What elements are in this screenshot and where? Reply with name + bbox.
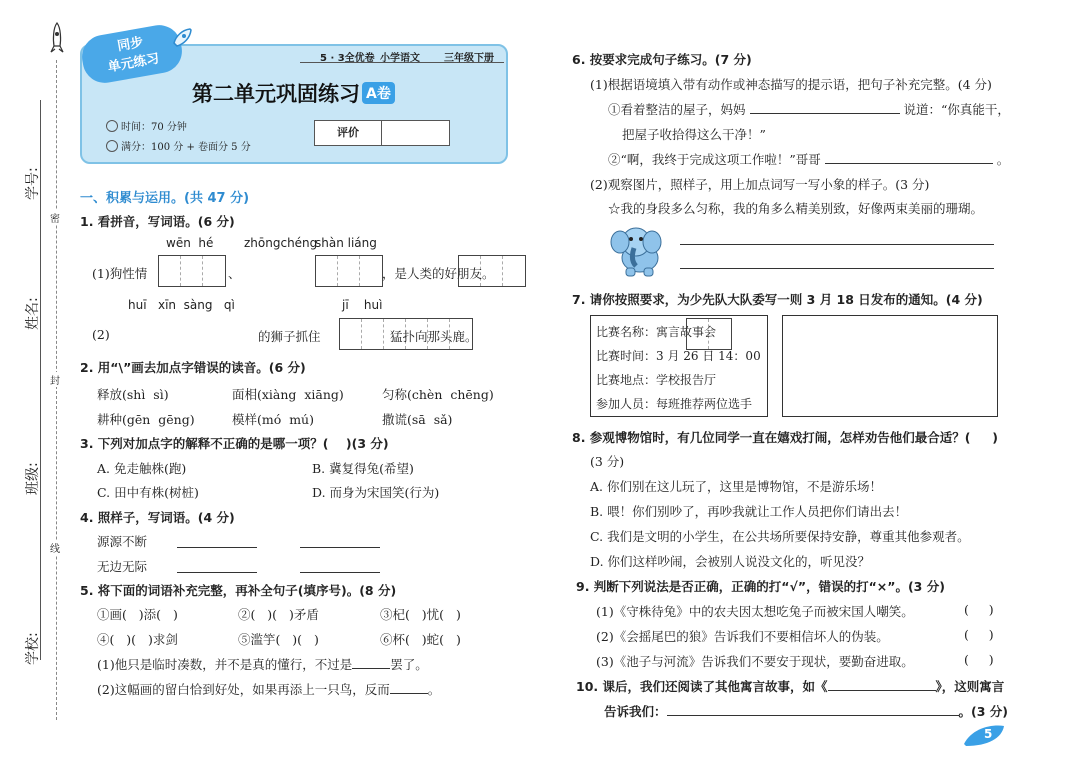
answer-line[interactable] xyxy=(680,244,994,245)
q5-s1-post: 罢了。 xyxy=(390,657,428,672)
q3-option: D. 而身为宋国笑(行为) xyxy=(312,485,440,500)
answer-line[interactable] xyxy=(390,681,428,694)
badge-rocket-icon xyxy=(168,26,194,52)
binding-rocket-icon xyxy=(49,22,65,56)
q10-line1 xyxy=(576,677,1004,695)
q1-line1-prefix: (1)狗性情 xyxy=(92,266,148,281)
q9-item: (1)《守株待兔》中的农夫因太想吃兔子而被宋国人嘲笑。 xyxy=(596,604,914,619)
q3-option: A. 免走触株(跑) xyxy=(97,461,187,476)
time-text: 时间：70 分钟 xyxy=(121,122,187,133)
eval-box xyxy=(314,120,450,146)
q9-item: (2)《会摇尾巴的狼》告诉我们不要相信坏人的伪装。 xyxy=(596,629,889,644)
q6-1b-pre: ②“啊，我终于完成这项工作啦！”哥哥 xyxy=(608,152,821,167)
q5-idiom: ②( )( )矛盾 xyxy=(238,607,319,622)
q9-answer-paren[interactable]: ( ) xyxy=(964,652,994,667)
q4-example: 无边无际 xyxy=(97,559,148,574)
q1-pinyin: zhōngchéng xyxy=(244,236,318,250)
q9-item: (3)《池子与河流》告诉我们不要安于现状，要勤奋进取。 xyxy=(596,654,914,669)
q5-sentence1 xyxy=(97,655,428,673)
q10-line1-pre: 10. 课后，我们还阅读了其他寓言故事，如《 xyxy=(576,679,828,694)
q3-option: B. 冀复得兔(希望) xyxy=(312,461,414,476)
q3-option: C. 田中有株(树桩) xyxy=(97,485,199,500)
student-id-label: 学号: xyxy=(25,167,41,200)
page-number: 5 xyxy=(984,727,993,741)
q4-title: 4. 照样子，写词语。(4 分) xyxy=(80,510,235,525)
q1-sep: 、 xyxy=(228,266,241,281)
q5-s2-post: 。 xyxy=(427,682,441,697)
q2-title: 2. 用“\”画去加点字错误的读音。(6 分) xyxy=(80,360,306,375)
q8-option: A. 你们别在这儿玩了，这里是博物馆，不是游乐场！ xyxy=(590,479,882,494)
q5-idiom: ③杞( )忧( ) xyxy=(380,607,461,622)
tianzi-box[interactable] xyxy=(315,255,383,287)
notice-info-line: 比赛地点：学校报告厅 xyxy=(596,373,717,387)
check-icon xyxy=(106,140,118,152)
q1-line2-suffix: 猛扑向那头鹿。 xyxy=(390,329,478,344)
q5-title: 5. 将下面的词语补充完整，再补全句子(填序号)。(8 分) xyxy=(80,583,397,598)
q6-example: ☆我的身段多么匀称，我的角多么精美别致，好像两束美丽的珊瑚。 xyxy=(608,201,984,216)
q6-1a xyxy=(608,100,1010,118)
score-text: 满分：100 分 + 卷面分 5 分 xyxy=(121,142,251,153)
answer-line[interactable] xyxy=(828,678,936,691)
q1-line1-suffix: ，是人类的好朋友。 xyxy=(382,266,495,281)
q10-line2-pre: 告诉我们： xyxy=(604,704,667,719)
answer-line[interactable] xyxy=(177,547,257,548)
q1-line2-prefix: (2) xyxy=(92,327,110,342)
q9-title: 9. 判断下列说法是否正确，正确的打“√”，错误的打“×”。(3 分) xyxy=(576,579,945,594)
binding-dotted-line xyxy=(56,60,57,720)
q1-pinyin: wēn hé xyxy=(166,236,214,250)
q6-title: 6. 按要求完成句子练习。(7 分) xyxy=(572,52,752,67)
answer-line[interactable] xyxy=(825,151,993,164)
answer-line[interactable] xyxy=(352,656,390,669)
q5-s1-pre: (1)他只是临时凑数，并不是真的懂行，不过是 xyxy=(97,657,353,672)
eval-label: 评价 xyxy=(315,121,382,145)
q6-1b xyxy=(608,150,1009,168)
q1-title: 1. 看拼音，写词语。(6 分) xyxy=(80,214,235,229)
q2-item: 面相(xiàng xiāng) xyxy=(232,387,344,402)
binding-cut-mark: 密 xyxy=(50,210,60,225)
answer-line[interactable] xyxy=(750,101,900,114)
badge-line1: 同步 xyxy=(116,35,145,55)
answer-line[interactable] xyxy=(667,703,959,716)
q1-pinyin: huī xīn sàng qì xyxy=(128,298,235,312)
notice-answer-box[interactable] xyxy=(782,315,998,417)
q6-1b-post: 。 xyxy=(996,152,1010,167)
name-label: 姓名: xyxy=(25,297,41,330)
q8-option: B. 喂！你们别吵了，再吵我就让工作人员把你们请出去！ xyxy=(590,504,908,519)
page-title: 第二单元巩固练习 xyxy=(192,82,360,106)
q3-title: 3. 下列对加点字的解释不正确的是哪一项？( )(3 分) xyxy=(80,436,389,451)
notice-info-line: 比赛时间：3 月 26 日 14：00 xyxy=(596,349,761,363)
q10-line2-post: 。(3 分) xyxy=(958,704,1008,719)
q5-idiom: ①画( )添( ) xyxy=(97,607,178,622)
binding-cut-mark: 封 xyxy=(50,372,60,387)
notice-info-line: 比赛名称：寓言故事会 xyxy=(596,325,717,339)
q6-1a-mid: 说道：“你真能干， xyxy=(903,102,1010,117)
q10-line2 xyxy=(604,702,1008,720)
q5-s2-pre: (2)这幅画的留白恰到好处，如果再添上一只鸟，反而 xyxy=(97,682,390,697)
answer-line[interactable] xyxy=(300,547,380,548)
q8-title: 8. 参观博物馆时，有几位同学一直在嬉戏打闹，怎样劝告他们最合适？( ) xyxy=(572,430,998,445)
q8-score: (3 分) xyxy=(590,454,625,469)
q9-answer-paren[interactable]: ( ) xyxy=(964,627,994,642)
q2-item: 耕种(gēn gēng) xyxy=(97,412,195,427)
section-title: 一、积累与运用。(共 47 分) xyxy=(80,191,250,206)
page-number-badge xyxy=(962,722,1006,748)
q4-example: 源源不断 xyxy=(97,534,148,549)
answer-line[interactable] xyxy=(680,268,994,269)
q7-title: 7. 请你按照要求，为少先队大队委写一则 3 月 18 日发布的通知。(4 分) xyxy=(572,292,983,307)
answer-line[interactable] xyxy=(300,572,380,573)
series-label: 5 · 3全优卷 xyxy=(320,53,375,64)
clock-icon xyxy=(106,120,118,132)
q5-idiom: ⑤滥竽( )( ) xyxy=(238,632,319,647)
tianzi-box[interactable] xyxy=(158,255,226,287)
q1-pinyin: jī huì xyxy=(342,298,383,312)
subject-label: 小学语文 xyxy=(380,53,420,64)
q5-sentence2 xyxy=(97,680,440,698)
badge-line2: 单元练习 xyxy=(106,51,161,76)
header-rule xyxy=(300,62,504,63)
elephant-image xyxy=(606,222,670,278)
q2-item: 匀称(chèn chēng) xyxy=(382,387,494,402)
q6-1a-pre: ①看着整洁的屋子，妈妈 xyxy=(608,102,746,117)
q6-part2: (2)观察图片，照样子，用上加点词写一写小象的样子。(3 分) xyxy=(590,177,930,192)
notice-info-box xyxy=(590,315,768,417)
q2-item: 模样(mó mú) xyxy=(232,412,314,427)
q10-line1-post: 》，这则寓言 xyxy=(935,679,1005,694)
class-label: 班级: xyxy=(25,462,41,495)
q8-option: D. 你们这样吵闹，会被别人说没文化的，听见没？ xyxy=(590,554,871,569)
q5-idiom: ⑥杯( )蛇( ) xyxy=(380,632,461,647)
title-badge: A卷 xyxy=(362,82,395,104)
q2-item: 释放(shì sì) xyxy=(97,387,169,402)
q6-1a-cont: 把屋子收拾得这么干净！” xyxy=(622,127,766,142)
q5-idiom: ④( )( )求剑 xyxy=(97,632,178,647)
grade-label: 三年级下册 xyxy=(444,53,494,64)
q6-part1: (1)根据语境填入带有动作或神态描写的提示语，把句子补充完整。(4 分) xyxy=(590,77,992,92)
q2-item: 撒谎(sā sǎ) xyxy=(382,412,453,427)
binding-cut-mark: 线 xyxy=(50,540,60,555)
school-label: 学校: xyxy=(25,632,41,665)
notice-info-line: 参加人员：每班推荐两位选手 xyxy=(596,397,753,411)
q1-pinyin: shàn liáng xyxy=(315,236,377,250)
answer-line[interactable] xyxy=(177,572,257,573)
q8-option: C. 我们是文明的小学生，在公共场所要保持安静，尊重其他参观者。 xyxy=(590,529,970,544)
q9-answer-paren[interactable]: ( ) xyxy=(964,602,994,617)
q1-line2-mid: 的狮子抓住 xyxy=(258,329,321,344)
